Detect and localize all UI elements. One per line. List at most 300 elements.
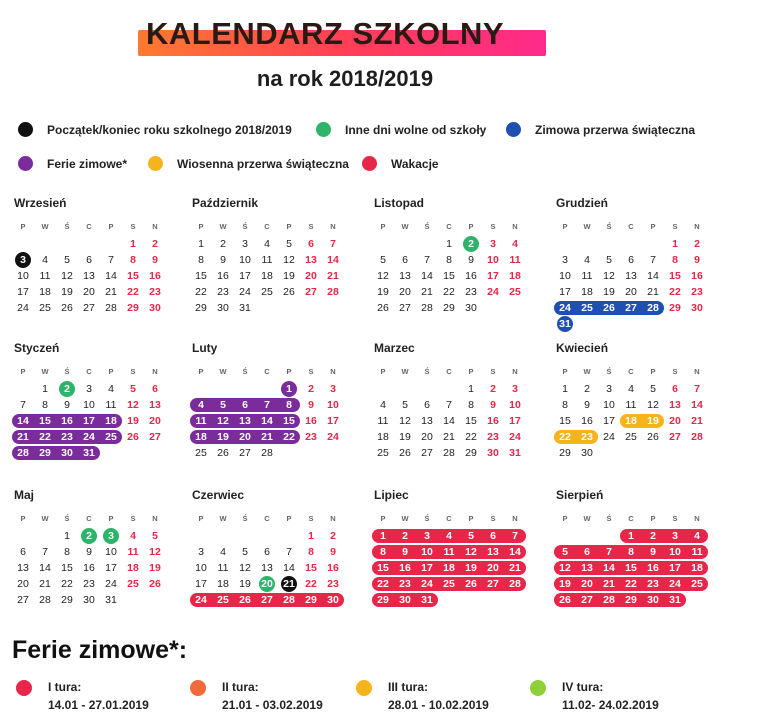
legend-winter-break: [506, 122, 695, 137]
tura-dot-icon: [530, 680, 546, 696]
day-cell: 20: [149, 415, 161, 427]
day-cell: 23: [399, 578, 411, 590]
day-cell: 3: [606, 383, 612, 395]
day-cell: 16: [61, 415, 73, 427]
weekday-label: Ś: [242, 514, 248, 523]
weekday-label: Ś: [64, 222, 70, 231]
day-cell: 8: [286, 399, 292, 411]
day-cell: 30: [581, 447, 593, 459]
day-cell: 6: [584, 546, 590, 558]
day-cell: 20: [83, 286, 95, 298]
weekday-label: N: [330, 222, 336, 231]
day-cell: 31: [83, 447, 95, 459]
empty-cell: [278, 528, 300, 544]
day-cell: 13: [239, 415, 251, 427]
day-cell: 11: [39, 270, 51, 282]
weekday-label: P: [468, 514, 474, 523]
legend-other-days-off: [316, 122, 486, 137]
month-name: Czerwiec: [192, 488, 245, 502]
day-cell: 19: [127, 415, 139, 427]
weekday-header: [12, 222, 166, 236]
empty-cell: [686, 316, 708, 332]
day-cell: 8: [130, 254, 136, 266]
day-cell: 5: [606, 254, 612, 266]
day-cell: 19: [399, 431, 411, 443]
empty-cell: [256, 528, 278, 544]
day-cell: 14: [603, 562, 615, 574]
day-cell: 13: [581, 562, 593, 574]
day-cell: 14: [283, 562, 295, 574]
day-cell: 25: [195, 447, 207, 459]
week-row: [372, 300, 526, 316]
weekday-label: W: [401, 222, 409, 231]
day-cell: 14: [509, 546, 521, 558]
day-cell: 10: [559, 270, 571, 282]
week-row: [554, 445, 708, 461]
day-cell: 8: [468, 399, 474, 411]
tura-name: IV tura:: [562, 680, 604, 694]
day-cell: 29: [61, 594, 73, 606]
day-cell: 14: [691, 399, 703, 411]
day-cell: 3: [512, 383, 518, 395]
day-cell: 15: [305, 562, 317, 574]
day-cell: 9: [152, 254, 158, 266]
day-cell: 4: [220, 546, 226, 558]
day-cell: 17: [669, 562, 681, 574]
week-row: [554, 300, 708, 316]
day-cell: 22: [39, 431, 51, 443]
day-cell: 17: [559, 286, 571, 298]
month-card: [190, 488, 344, 608]
day-cell: 30: [61, 447, 73, 459]
day-cell: 4: [42, 254, 48, 266]
weekday-label: P: [20, 514, 26, 523]
day-cell: 17: [421, 562, 433, 574]
legend-winter-holidays: [18, 156, 127, 171]
day-cell: 23: [465, 286, 477, 298]
month-name: Sierpień: [556, 488, 604, 502]
day-cell: 17: [195, 578, 207, 590]
day-cell: 6: [308, 238, 314, 250]
day-cell: 24: [327, 431, 339, 443]
legend-dot-red-icon: [362, 156, 377, 171]
day-cell: 23: [487, 431, 499, 443]
day-cell: 26: [465, 578, 477, 590]
weekday-label: P: [562, 367, 568, 376]
day-cell: 4: [198, 399, 204, 411]
tura-dates: 11.02- 24.02.2019: [562, 698, 659, 712]
day-cell: 6: [490, 530, 496, 542]
day-cell: 8: [672, 254, 678, 266]
day-cell: 12: [647, 399, 659, 411]
month-name: Wrzesień: [14, 196, 67, 210]
day-cell: 16: [487, 415, 499, 427]
day-cell: 1: [278, 381, 300, 397]
month-name: Maj: [14, 488, 35, 502]
day-cell: 12: [239, 562, 251, 574]
day-cell: 12: [399, 415, 411, 427]
day-cell: 22: [305, 578, 317, 590]
day-cell: 22: [443, 286, 455, 298]
weekday-label: N: [330, 367, 336, 376]
week-row: [190, 284, 344, 300]
weekday-label: C: [446, 514, 452, 523]
day-cell: 20: [239, 431, 251, 443]
weekday-label: N: [330, 514, 336, 523]
week-row: [190, 300, 344, 316]
day-cell: 23: [581, 431, 593, 443]
empty-cell: [190, 528, 212, 544]
week-row: [554, 381, 708, 397]
day-cell: 22: [377, 578, 389, 590]
day-cell: 20: [305, 270, 317, 282]
empty-cell: [576, 528, 598, 544]
day-cell: 21: [17, 431, 29, 443]
day-cell: 1: [64, 530, 70, 542]
day-cell: 26: [61, 302, 73, 314]
day-cell: 9: [584, 399, 590, 411]
weekday-label: C: [264, 514, 270, 523]
month-name: Lipiec: [374, 488, 409, 502]
day-cell: 22: [195, 286, 207, 298]
day-cell: 7: [20, 399, 26, 411]
weekday-label: Ś: [424, 367, 430, 376]
day-cell: 20: [669, 415, 681, 427]
day-cell: 18: [377, 431, 389, 443]
month-card: [190, 341, 344, 461]
day-cell: 28: [603, 594, 615, 606]
empty-cell: [664, 316, 686, 332]
day-cell: 2: [152, 238, 158, 250]
day-cell: 15: [669, 270, 681, 282]
day-cell: 3: [242, 238, 248, 250]
empty-cell: [686, 445, 708, 461]
week-row: [554, 429, 708, 445]
week-row: [372, 528, 526, 544]
weekday-label: Ś: [424, 222, 430, 231]
day-cell: 29: [465, 447, 477, 459]
tura-dates: 21.01 - 03.02.2019: [222, 698, 323, 712]
week-row: [12, 528, 166, 544]
week-row: [12, 381, 166, 397]
weekday-header: [372, 367, 526, 381]
weekday-label: N: [512, 514, 518, 523]
day-cell: 28: [283, 594, 295, 606]
day-cell: 1: [130, 238, 136, 250]
day-cell: 19: [283, 270, 295, 282]
day-cell: 1: [308, 530, 314, 542]
legend-summer-vacation: [362, 156, 439, 171]
legend-label: Wakacje: [391, 156, 439, 171]
day-cell: 29: [377, 594, 389, 606]
weekday-label: W: [219, 222, 227, 231]
day-cell: 12: [217, 415, 229, 427]
day-cell: 27: [239, 447, 251, 459]
month-card: [372, 341, 526, 461]
empty-cell: [122, 445, 144, 461]
day-cell: 19: [61, 286, 73, 298]
week-row: [372, 268, 526, 284]
weekday-label: S: [672, 367, 678, 376]
empty-cell: [300, 445, 322, 461]
legend-label: Ferie zimowe*: [47, 156, 128, 171]
day-cell: 8: [380, 546, 386, 558]
week-row: [190, 560, 344, 576]
weekday-label: S: [490, 514, 496, 523]
weekday-label: N: [512, 367, 518, 376]
week-row: [554, 397, 708, 413]
weekday-label: P: [380, 367, 386, 376]
week-row: [12, 236, 166, 252]
day-cell: 11: [509, 254, 521, 266]
day-cell: 30: [83, 594, 95, 606]
day-cell: 27: [669, 431, 681, 443]
empty-cell: [122, 592, 144, 608]
day-cell: 5: [152, 530, 158, 542]
day-cell: 31: [509, 447, 521, 459]
day-cell: 5: [650, 383, 656, 395]
day-cell: 21: [647, 286, 659, 298]
weekday-label: W: [583, 222, 591, 231]
day-cell: 24: [559, 302, 571, 314]
day-cell: 4: [380, 399, 386, 411]
weekday-label: N: [152, 514, 158, 523]
weekday-label: S: [490, 367, 496, 376]
tura-dates: 28.01 - 10.02.2019: [388, 698, 489, 712]
tura-name: II tura:: [222, 680, 259, 694]
day-cell: 28: [421, 302, 433, 314]
day-cell: 10: [509, 399, 521, 411]
day-cell: 28: [509, 578, 521, 590]
day-cell: 23: [691, 286, 703, 298]
day-cell: 26: [149, 578, 161, 590]
week-row: [12, 576, 166, 592]
day-cell: 27: [399, 302, 411, 314]
tura-name: III tura:: [388, 680, 429, 694]
month-card: [554, 196, 708, 332]
legend-label: Początek/koniec roku szkolnego 2018/2019: [47, 122, 292, 137]
day-cell: 9: [308, 399, 314, 411]
day-cell: 14: [105, 270, 117, 282]
week-row: [554, 413, 708, 429]
empty-cell: [642, 445, 664, 461]
day-cell: 16: [149, 270, 161, 282]
empty-cell: [554, 528, 576, 544]
day-cell: 21: [327, 270, 339, 282]
day-cell: 7: [264, 399, 270, 411]
week-row: [12, 429, 166, 445]
day-cell: 26: [283, 286, 295, 298]
week-row: [190, 592, 344, 608]
month-name: Marzec: [374, 341, 415, 355]
day-cell: 24: [603, 431, 615, 443]
day-cell: 21: [443, 431, 455, 443]
day-cell: 23: [647, 578, 659, 590]
week-row: [554, 560, 708, 576]
day-cell: 28: [691, 431, 703, 443]
empty-cell: [394, 381, 416, 397]
day-cell: 22: [127, 286, 139, 298]
day-cell: 30: [399, 594, 411, 606]
empty-cell: [664, 445, 686, 461]
week-row: [554, 544, 708, 560]
weekday-header: [12, 514, 166, 528]
title-block: [138, 14, 546, 58]
day-cell: 9: [694, 254, 700, 266]
day-cell: 13: [399, 270, 411, 282]
day-cell: 23: [149, 286, 161, 298]
day-cell: 1: [468, 383, 474, 395]
day-cell: 6: [242, 399, 248, 411]
day-cell: 13: [261, 562, 273, 574]
legend-dot-yellow-icon: [148, 156, 163, 171]
day-cell: 4: [264, 238, 270, 250]
week-row: [372, 445, 526, 461]
legend-school-year: [18, 122, 292, 137]
day-cell: 4: [130, 530, 136, 542]
day-cell: 27: [305, 286, 317, 298]
day-cell: 24: [239, 286, 251, 298]
weekday-header: [554, 367, 708, 381]
month-card: [554, 488, 708, 608]
day-cell: 26: [603, 302, 615, 314]
day-cell: 6: [86, 254, 92, 266]
day-cell: 3: [198, 546, 204, 558]
day-cell: 26: [399, 447, 411, 459]
day-cell: 19: [149, 562, 161, 574]
day-cell: 18: [625, 415, 637, 427]
day-cell: 20: [17, 578, 29, 590]
day-cell: 18: [509, 270, 521, 282]
day-cell: 7: [330, 238, 336, 250]
weekday-label: W: [583, 514, 591, 523]
day-cell: 8: [562, 399, 568, 411]
empty-cell: [620, 316, 642, 332]
weekday-label: S: [130, 514, 136, 523]
day-cell: 30: [217, 302, 229, 314]
day-cell: 10: [239, 254, 251, 266]
day-cell: 8: [308, 546, 314, 558]
day-cell: 28: [443, 447, 455, 459]
day-cell: 29: [443, 302, 455, 314]
weekday-label: Ś: [606, 367, 612, 376]
day-cell: 29: [305, 594, 317, 606]
day-cell: 20: [487, 562, 499, 574]
weekday-label: P: [562, 222, 568, 231]
day-cell: 31: [554, 316, 576, 332]
day-cell: 17: [487, 270, 499, 282]
empty-cell: [598, 528, 620, 544]
day-cell: 7: [606, 546, 612, 558]
empty-cell: [12, 236, 34, 252]
day-cell: 10: [327, 399, 339, 411]
day-cell: 26: [239, 594, 251, 606]
day-cell: 4: [446, 530, 452, 542]
day-cell: 2: [584, 383, 590, 395]
week-row: [190, 397, 344, 413]
day-cell: 6: [402, 254, 408, 266]
weekday-header: [554, 222, 708, 236]
day-cell: 27: [83, 302, 95, 314]
day-cell: 15: [283, 415, 295, 427]
weekday-label: C: [264, 367, 270, 376]
day-cell: 13: [625, 270, 637, 282]
day-cell: 1: [198, 238, 204, 250]
weekday-label: C: [446, 367, 452, 376]
weekday-label: Ś: [64, 514, 70, 523]
empty-cell: [100, 445, 122, 461]
month-name: Październik: [192, 196, 259, 210]
day-cell: 2: [330, 530, 336, 542]
weekday-label: Ś: [242, 367, 248, 376]
page-subtitle: na rok 2018/2019: [256, 66, 434, 91]
day-cell: 31: [421, 594, 433, 606]
weekday-label: P: [108, 222, 114, 231]
weekday-label: Ś: [606, 222, 612, 231]
day-cell: 16: [305, 415, 317, 427]
weekday-label: C: [86, 367, 92, 376]
weekday-label: P: [468, 222, 474, 231]
day-cell: 5: [286, 238, 292, 250]
day-cell: 30: [465, 302, 477, 314]
day-cell: 13: [149, 399, 161, 411]
day-cell: 13: [421, 415, 433, 427]
day-cell: 5: [64, 254, 70, 266]
day-cell: 12: [283, 254, 295, 266]
day-cell: 21: [421, 286, 433, 298]
empty-cell: [438, 381, 460, 397]
day-cell: 19: [465, 562, 477, 574]
day-cell: 2: [308, 383, 314, 395]
weekday-label: S: [672, 514, 678, 523]
empty-cell: [504, 592, 526, 608]
week-row: [190, 445, 344, 461]
day-cell: 15: [625, 562, 637, 574]
day-cell: 4: [694, 530, 700, 542]
day-cell: 10: [83, 399, 95, 411]
day-cell: 4: [108, 383, 114, 395]
tura-dates: 14.01 - 27.01.2019: [48, 698, 149, 712]
weekday-label: C: [86, 222, 92, 231]
empty-cell: [56, 236, 78, 252]
day-cell: 3: [562, 254, 568, 266]
empty-cell: [322, 445, 344, 461]
day-cell: 21: [691, 415, 703, 427]
day-cell: 11: [443, 546, 455, 558]
day-cell: 6: [628, 254, 634, 266]
week-row: [190, 236, 344, 252]
day-cell: 27: [17, 594, 29, 606]
day-cell: 19: [559, 578, 571, 590]
day-cell: 3: [424, 530, 430, 542]
day-cell: 3: [672, 530, 678, 542]
day-cell: 14: [17, 415, 29, 427]
weekday-label: P: [198, 367, 204, 376]
week-row: [190, 576, 344, 592]
day-cell: 9: [402, 546, 408, 558]
week-row: [190, 429, 344, 445]
day-cell: 29: [127, 302, 139, 314]
day-cell: 23: [83, 578, 95, 590]
day-cell: 12: [127, 399, 139, 411]
empty-cell: [642, 236, 664, 252]
weekday-label: N: [512, 222, 518, 231]
weekday-label: P: [286, 514, 292, 523]
day-cell: 25: [261, 286, 273, 298]
weekday-label: S: [308, 514, 314, 523]
empty-cell: [438, 592, 460, 608]
day-cell: 20: [256, 576, 278, 592]
